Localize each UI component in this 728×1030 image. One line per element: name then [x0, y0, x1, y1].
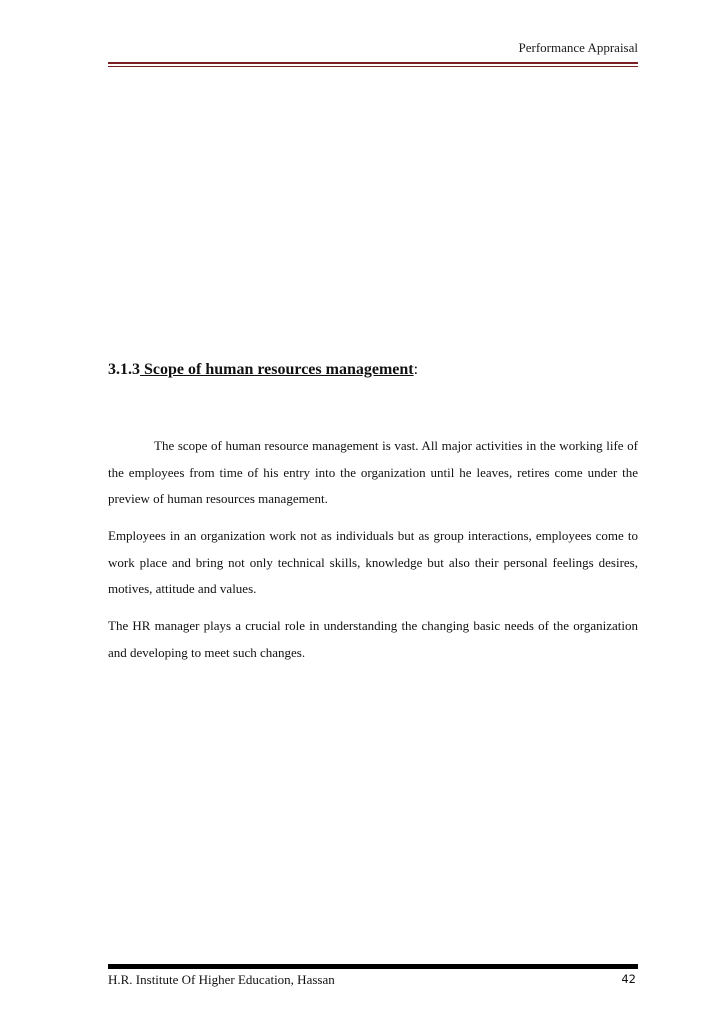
paragraph-employees: Employees in an organization work not as individuals but as group interactions, employees come to work place and bring not only technical skills, knowledge but also their personal feelings desires, motives, attitude and values. [108, 528, 638, 596]
footer-institution: H.R. Institute Of Higher Education, Hassan [108, 972, 335, 987]
running-header-title: Performance Appraisal [518, 40, 638, 55]
paragraph-scope: The scope of human resource management is vast. All major activities in the working life of the employees from time of his entry into the organization until he leaves, retires come under the preview of human resources management. [108, 438, 638, 506]
section-number: 3.1.3 [108, 361, 140, 378]
section-colon: : [413, 361, 419, 378]
section-title: Scope of human resources management [140, 361, 414, 378]
header-rule [108, 62, 638, 64]
page-number: 42 [621, 972, 636, 986]
footer-rule [108, 964, 638, 969]
section-heading [108, 361, 418, 379]
header-rule-thin [108, 66, 638, 67]
paragraph-hr-manager: The HR manager plays a crucial role in understanding the changing basic needs of the organization and developing to meet such changes. [108, 618, 638, 660]
